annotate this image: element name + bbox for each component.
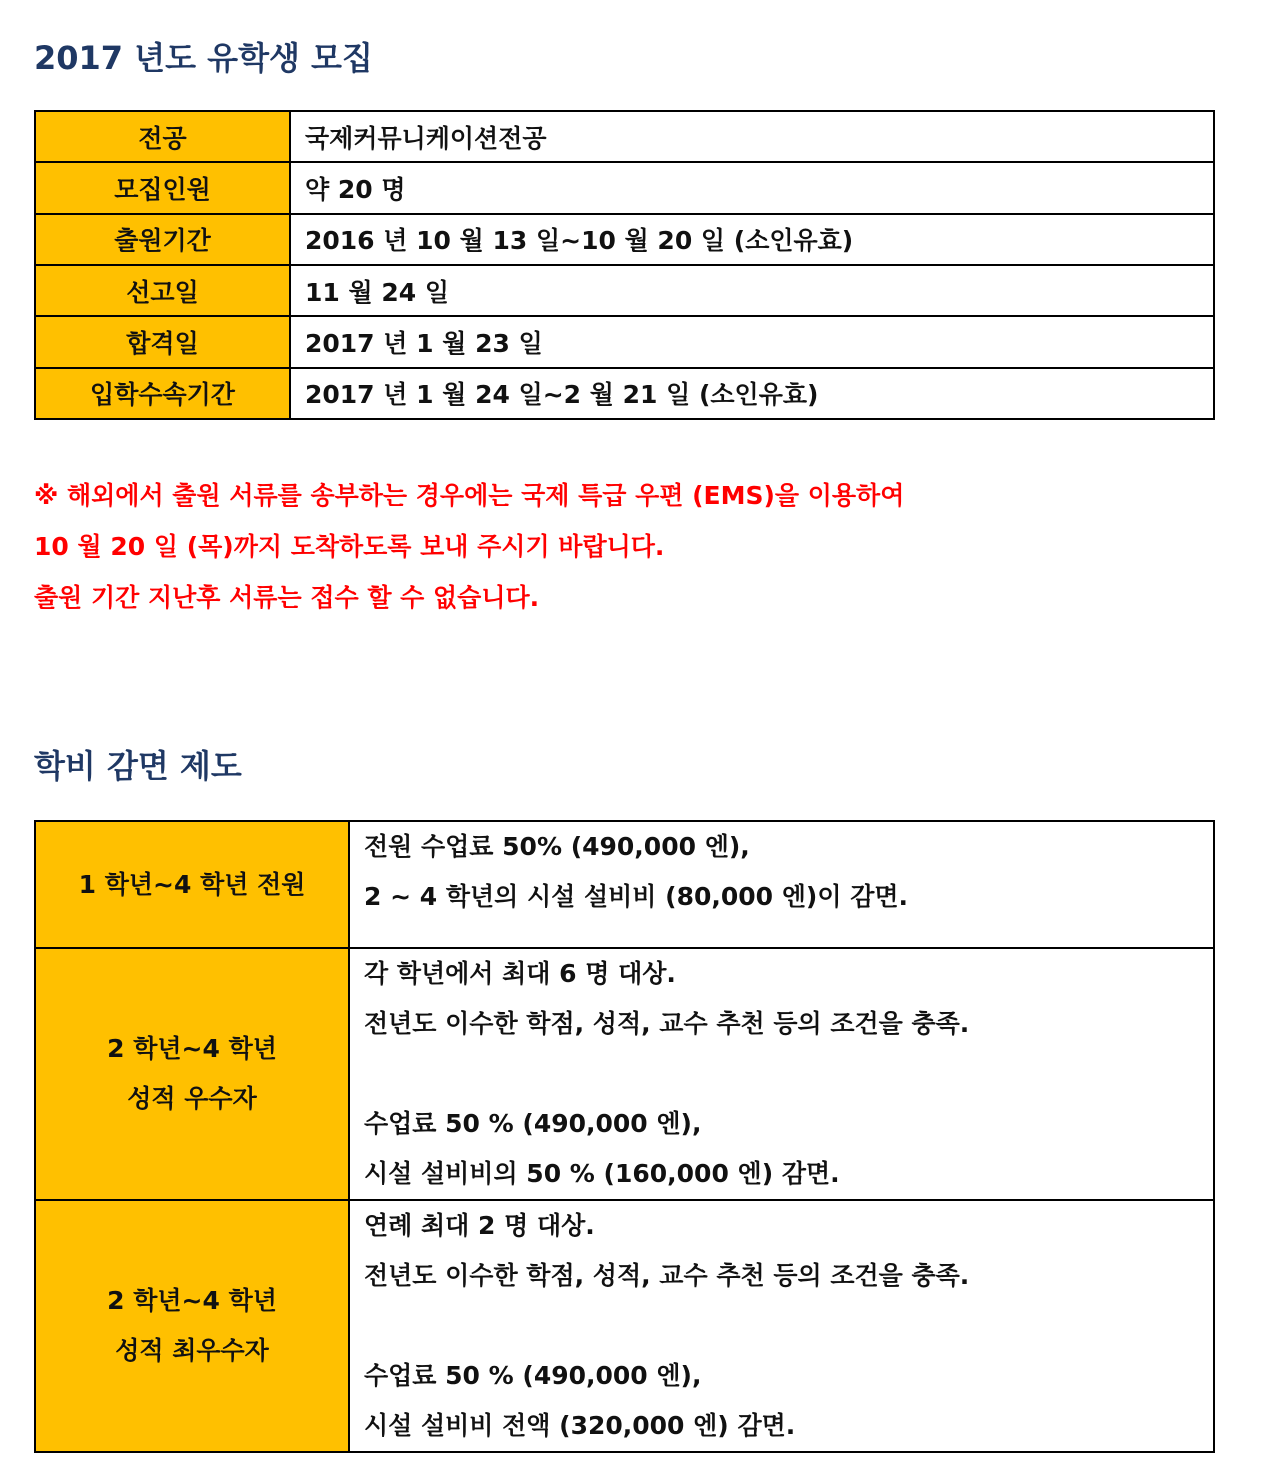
notice-line: 10 월 20 일 (목)까지 도착하도록 보내 주시기 바랍니다. bbox=[34, 532, 665, 561]
recruitment-table bbox=[34, 110, 1215, 420]
table-row bbox=[35, 265, 1214, 316]
tuition-desc-line: 각 학년에서 최대 6 명 대상. bbox=[364, 959, 676, 988]
row-value-capacity: 약 20 명 bbox=[290, 162, 1214, 213]
table-row bbox=[35, 1200, 1214, 1452]
table-row bbox=[35, 162, 1214, 213]
tuition-label-line: 2 학년~4 학년 bbox=[107, 1034, 277, 1063]
tuition-desc-line: 시설 설비비의 50 % (160,000 엔) 감면. bbox=[364, 1159, 840, 1188]
notice-line: ※ 해외에서 출원 서류를 송부하는 경우에는 국제 특급 우편 (EMS)을 이용하여 bbox=[34, 481, 905, 510]
row-value-enrollment-period: 2017 년 1 월 24 일~2 월 21 일 (소인유효) bbox=[290, 368, 1214, 419]
row-label-major: 전공 bbox=[35, 111, 290, 162]
tuition-desc-line: 전년도 이수한 학점, 성적, 교수 추천 등의 조건을 충족. bbox=[364, 1261, 970, 1290]
tuition-label-line: 성적 최우수자 bbox=[115, 1336, 269, 1365]
tuition-label-line: 성적 우수자 bbox=[127, 1084, 257, 1113]
row-label-selection-date: 선고일 bbox=[35, 265, 290, 316]
tuition-desc-all bbox=[349, 821, 1214, 948]
table-row bbox=[35, 821, 1214, 948]
tuition-table bbox=[34, 820, 1215, 1453]
tuition-title: 학비 감면 제도 bbox=[34, 747, 242, 785]
row-label-capacity: 모집인원 bbox=[35, 162, 290, 213]
tuition-label-line: 1 학년~4 학년 전원 bbox=[78, 869, 306, 899]
row-label-enrollment-period: 입학수속기간 bbox=[35, 368, 290, 419]
notice-text bbox=[34, 470, 904, 623]
tuition-desc-line: 수업료 50 % (490,000 엔), bbox=[364, 1361, 702, 1390]
recruitment-title: 2017 년도 유학생 모집 bbox=[34, 39, 373, 77]
row-value-pass-date: 2017 년 1 월 23 일 bbox=[290, 316, 1214, 367]
tuition-label-all bbox=[35, 821, 349, 948]
row-value-major: 국제커뮤니케이션전공 bbox=[290, 111, 1214, 162]
tuition-desc-line: 전년도 이수한 학점, 성적, 교수 추천 등의 조건을 충족. bbox=[364, 1009, 970, 1038]
tuition-desc-excellent bbox=[349, 948, 1214, 1200]
table-row bbox=[35, 316, 1214, 367]
tuition-desc-line: 연례 최대 2 명 대상. bbox=[364, 1211, 595, 1240]
tuition-desc-spacer bbox=[364, 1301, 1213, 1351]
row-value-application-period: 2016 년 10 월 13 일~10 월 20 일 (소인유효) bbox=[290, 214, 1214, 265]
row-label-pass-date: 합격일 bbox=[35, 316, 290, 367]
table-row bbox=[35, 111, 1214, 162]
table-row bbox=[35, 214, 1214, 265]
notice-line: 출원 기간 지난후 서류는 접수 할 수 없습니다. bbox=[34, 583, 540, 612]
tuition-label-top bbox=[35, 1200, 349, 1452]
row-label-application-period: 출원기간 bbox=[35, 214, 290, 265]
tuition-desc-top bbox=[349, 1200, 1214, 1452]
tuition-label-excellent bbox=[35, 948, 349, 1200]
tuition-desc-line: 수업료 50 % (490,000 엔), bbox=[364, 1109, 702, 1138]
table-row bbox=[35, 948, 1214, 1200]
row-value-selection-date: 11 월 24 일 bbox=[290, 265, 1214, 316]
tuition-desc-line: 시설 설비비 전액 (320,000 엔) 감면. bbox=[364, 1411, 796, 1440]
tuition-label-line: 2 학년~4 학년 bbox=[107, 1286, 277, 1315]
table-row bbox=[35, 368, 1214, 419]
tuition-desc-line: 2 ~ 4 학년의 시설 설비비 (80,000 엔)이 감면. bbox=[364, 882, 908, 911]
tuition-desc-line: 전원 수업료 50% (490,000 엔), bbox=[364, 832, 750, 861]
tuition-desc-spacer bbox=[364, 1049, 1213, 1099]
